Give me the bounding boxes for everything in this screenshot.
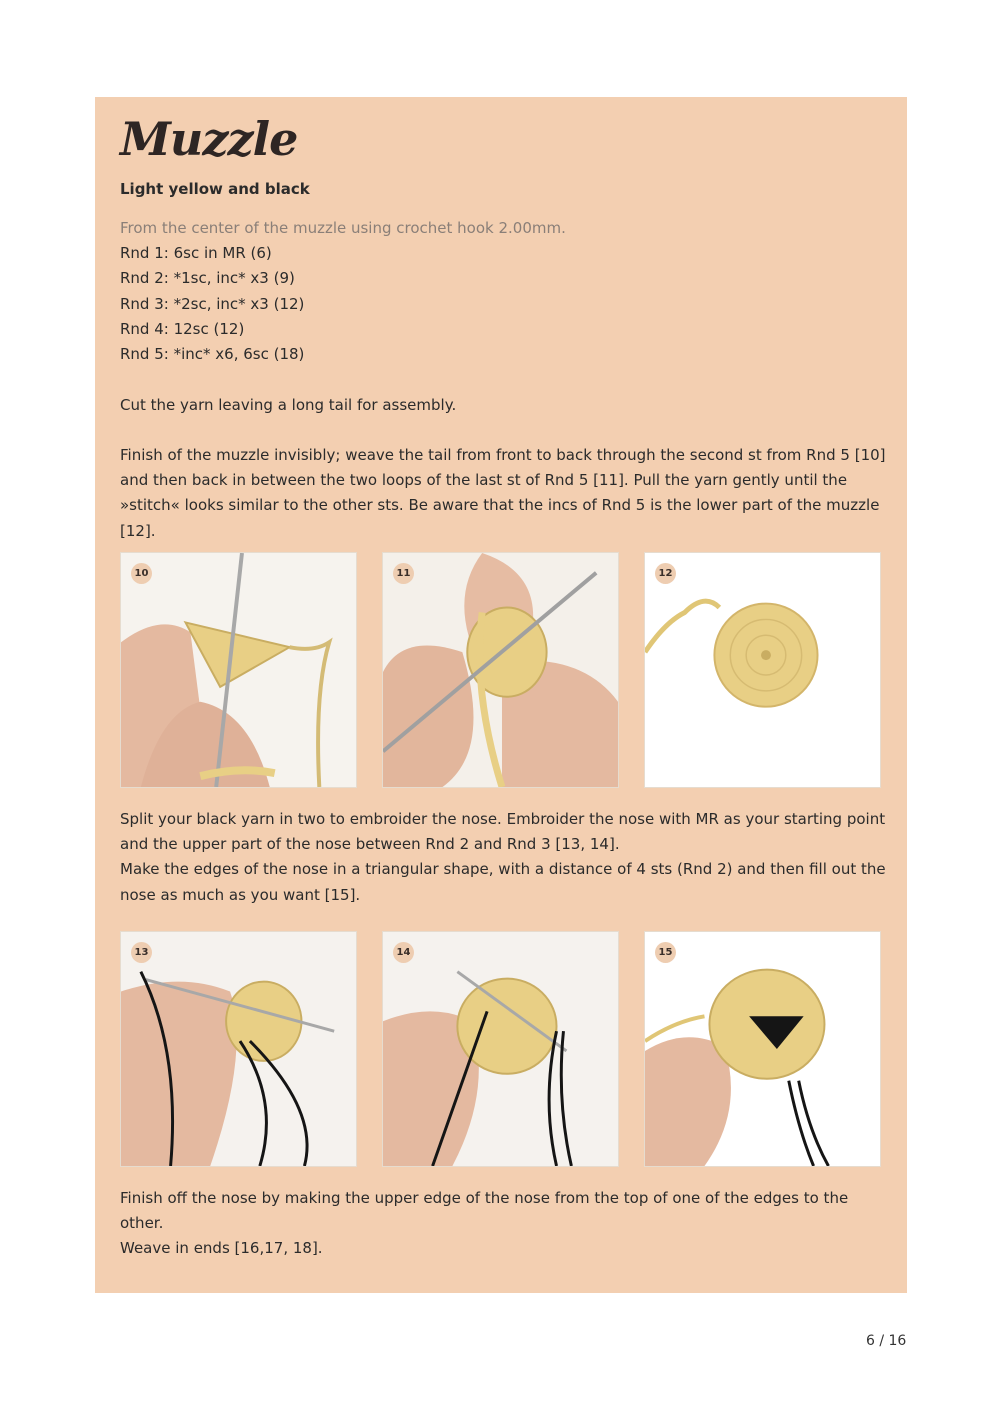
page-number: 6 / 16 xyxy=(866,1333,907,1349)
photo-illustration xyxy=(383,553,618,787)
page-title: Muzzle xyxy=(120,112,298,166)
last-text-1: Finish off the nose by making the upper edge of the nose from the top of one of the edges to the other. xyxy=(120,1189,849,1233)
photo-step-15 xyxy=(644,931,881,1167)
intro-text: From the center of the muzzle using crochet hook 2.00mm. xyxy=(120,219,566,237)
cut-paragraph xyxy=(120,393,890,418)
round-1: Rnd 1: 6sc in MR (6) xyxy=(120,244,272,263)
last-paragraph xyxy=(120,1186,890,1262)
last-text-2: Weave in ends [16,17, 18]. xyxy=(120,1239,323,1258)
step-badge: 13 xyxy=(131,942,152,963)
step-badge: 14 xyxy=(393,942,414,963)
photo-illustration xyxy=(121,932,356,1166)
round-5: Rnd 5: *inc* x6, 6sc (18) xyxy=(120,345,305,364)
step-badge: 12 xyxy=(655,563,676,584)
finish-text: Finish of the muzzle invisibly; weave the tail from front to back through the second st from Rnd 5 [10] and then back in between the two loops of the last st of Rnd 5 [11]. Pull the yarn gently until the »stitch« looks similar to the other sts. Be aware that the incs of Rnd 5 is the lower part of the muzzle [12]. xyxy=(120,446,886,540)
split-text-1: Split your black yarn in two to embroider the nose. Embroider the nose with MR as your starting point and the upper part of the nose between Rnd 2 and Rnd 3 [13, 14]. xyxy=(120,810,886,854)
photo-step-11 xyxy=(382,552,619,788)
split-paragraph xyxy=(120,807,890,908)
round-2: Rnd 2: *1sc, inc* x3 (9) xyxy=(120,269,295,288)
photo-step-10 xyxy=(120,552,357,788)
step-badge: 15 xyxy=(655,942,676,963)
photo-step-13 xyxy=(120,931,357,1167)
cut-text: Cut the yarn leaving a long tail for assembly. xyxy=(120,396,457,414)
round-3: Rnd 3: *2sc, inc* x3 (12) xyxy=(120,294,305,313)
split-text-2: Make the edges of the nose in a triangular shape, with a distance of 4 sts (Rnd 2) and then fill out the nose as much as you want [15]. xyxy=(120,860,886,904)
photo-step-14 xyxy=(382,931,619,1167)
photo-step-12 xyxy=(644,552,881,788)
finish-paragraph xyxy=(120,443,890,544)
step-badge: 11 xyxy=(393,563,414,584)
instructions-block xyxy=(120,216,890,367)
step-badge: 10 xyxy=(131,563,152,584)
photo-illustration xyxy=(645,553,880,787)
photo-illustration xyxy=(121,553,356,787)
photo-illustration xyxy=(645,932,880,1166)
section-subtitle: Light yellow and black xyxy=(120,180,310,198)
photo-illustration xyxy=(383,932,618,1166)
round-4: Rnd 4: 12sc (12) xyxy=(120,319,245,338)
